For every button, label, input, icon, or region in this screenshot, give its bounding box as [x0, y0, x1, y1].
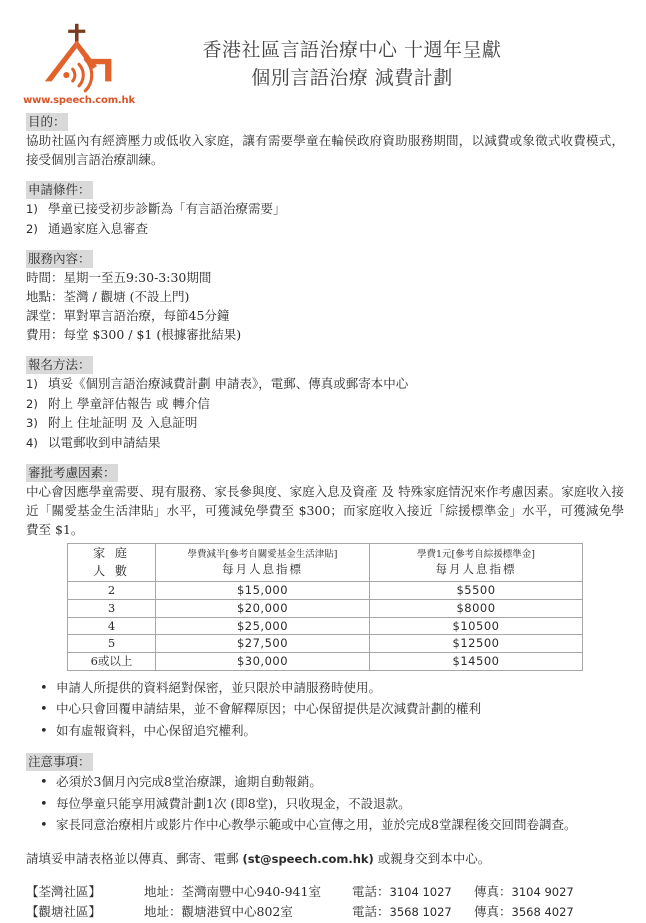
bullet-icon: •: [40, 723, 48, 739]
service-class: 課堂：單對單言語治療，每節45分鐘: [26, 308, 230, 324]
list-item: [26, 793, 624, 815]
item-text: 通過家庭入息審查: [48, 220, 149, 236]
purpose-body: 協助社區內有經濟壓力或低收入家庭，讓有需要學童在輪侯政府資助服務期間，以減費或象徵式收費模式，接受個別言語治療訓練。: [26, 133, 624, 168]
item-text: 附上 學童評估報告 或 轉介信: [48, 395, 210, 411]
section-service: [26, 249, 624, 344]
item-text: 家長同意治療相片或影片作中心教學示範或中心宣傳之用，並於完成8堂課程後交回問卷調查。: [56, 817, 577, 833]
section-heading-apply: 報名方法：: [26, 356, 93, 374]
section-notes: [26, 752, 624, 836]
branch-fax: 傳真：3104 9027: [474, 884, 574, 900]
bullet-icon: •: [40, 818, 48, 834]
table-row: [68, 582, 583, 600]
income-table-wrapper: [26, 543, 624, 670]
item-number: 2): [26, 221, 38, 236]
section-apply: [26, 355, 624, 452]
cell-family-size: 4: [68, 617, 156, 635]
branch-fax: 傳真：3568 4027: [474, 904, 574, 920]
column-header-half-fee: 學費減半[參考自關愛基金生活津貼] 每月人息指標: [156, 544, 370, 582]
section-heading-notes: 注意事項：: [26, 753, 93, 771]
contact-row: [26, 882, 624, 902]
cell-half-fee: $30,000: [156, 652, 370, 670]
item-text: 填妥《個別言語治療減費計劃 申請表》，電郵、傳真或郵寄本中心: [48, 376, 409, 392]
cell-one-dollar: $5500: [370, 582, 583, 600]
list-item: [26, 814, 624, 836]
title-line-2: 個別言語治療 減費計劃: [251, 67, 453, 89]
branch-address: 地址：觀塘港貿中心802室: [144, 904, 293, 920]
review-bullet-list: [26, 677, 624, 742]
section-review-criteria: [26, 463, 624, 741]
list-item: [26, 720, 624, 742]
column-header-family-size: 家 庭 人 數: [68, 544, 156, 582]
list-item: [26, 199, 624, 218]
cell-one-dollar: $10500: [370, 617, 583, 635]
section-heading-purpose: 目的：: [26, 113, 68, 131]
list-item: [26, 698, 624, 720]
list-item: [26, 433, 624, 452]
item-number: 1): [26, 377, 38, 392]
branch-telephone: 電話：3104 1027: [352, 884, 452, 900]
bullet-icon: •: [40, 796, 48, 812]
item-number: 3): [26, 416, 38, 431]
contact-email: (st@speech.com.hk): [242, 851, 374, 866]
list-item: [26, 771, 624, 793]
cell-family-size: 3: [68, 599, 156, 617]
table-row: [68, 617, 583, 635]
section-heading-service: 服務內容：: [26, 250, 93, 268]
list-item: [26, 394, 624, 413]
service-location: 地點：荃灣 / 觀塘 (不設上門): [26, 289, 190, 305]
document-header: [16, 0, 630, 112]
service-time: 時間：星期一至五9:30-3:30期間: [26, 270, 212, 286]
list-item: [26, 413, 624, 432]
item-text: 如有虛報資料，中心保留追究權利。: [56, 722, 257, 738]
cell-half-fee: $20,000: [156, 599, 370, 617]
cell-one-dollar: $8000: [370, 599, 583, 617]
eligibility-list: [26, 199, 624, 238]
cell-half-fee: $27,500: [156, 635, 370, 653]
branch-telephone: 電話：3568 1027: [352, 904, 452, 920]
service-detail-list: [26, 268, 624, 344]
church-house-soundwave-icon: [33, 22, 125, 94]
logo: [16, 22, 134, 106]
cell-half-fee: $15,000: [156, 582, 370, 600]
item-text: 申請人所提供的資料絕對保密，並只限於申請服務時使用。: [56, 679, 382, 695]
item-number: 1): [26, 202, 38, 217]
list-item: [26, 677, 624, 699]
section-eligibility: [26, 180, 624, 238]
submission-suffix: 或親身交到本中心。: [377, 850, 491, 866]
cell-half-fee: $25,000: [156, 617, 370, 635]
table-row: [68, 652, 583, 670]
section-heading-eligibility: 申請條件：: [26, 181, 93, 199]
income-threshold-table: [67, 543, 583, 670]
page-title: [134, 36, 630, 93]
item-text: 以電郵收到申請結果: [48, 434, 161, 450]
cell-one-dollar: $12500: [370, 635, 583, 653]
table-row: [68, 635, 583, 653]
submission-instruction: [26, 849, 624, 868]
item-text: 每位學童只能享用減費計劃1次 (即8堂)，只收現金，不設退款。: [56, 795, 411, 811]
contact-row: [26, 902, 624, 922]
item-text: 必須於3個月內完成8堂治療課，逾期自動報銷。: [56, 774, 322, 790]
notes-bullet-list: [26, 771, 624, 836]
cell-family-size: 5: [68, 635, 156, 653]
table-row: [68, 599, 583, 617]
item-number: 4): [26, 435, 38, 450]
review-body: 中心會因應學童需要、現有服務、家長參與度、家庭入息及資產 及 特殊家庭情況來作考慮因素。家庭收入接近「關愛基金生活津貼」水平，可獲減免學費至 $300；而家庭收入接近「綜援標準金」水平，可獲減免學費至 $1。: [26, 484, 624, 538]
cell-one-dollar: $14500: [370, 652, 583, 670]
bullet-icon: •: [40, 702, 48, 718]
section-heading-review: 審批考慮因素：: [26, 464, 118, 482]
section-purpose: [26, 112, 624, 169]
apply-list: [26, 374, 624, 452]
branch-name: 【荃灣社區】: [26, 884, 102, 900]
table-header-row: [68, 544, 583, 582]
branch-address: 地址：荃灣南豐中心940-941室: [144, 884, 321, 900]
column-header-one-dollar: 學費1元[參考自綜援標準金] 每月人息指標: [370, 544, 583, 582]
item-text: 學童已接受初步診斷為「有言語治療需要」: [48, 201, 286, 217]
title-line-1: 香港社區言語治療中心 十週年呈獻: [202, 38, 502, 61]
service-fee: 費用：每堂 $300 / $1 (根據審批結果): [26, 327, 242, 343]
item-text: 附上 住址証明 及 入息証明: [48, 415, 198, 431]
cell-family-size: 6或以上: [68, 652, 156, 670]
bullet-icon: •: [40, 680, 48, 696]
item-number: 2): [26, 396, 38, 411]
logo-url-text: www.speech.com.hk: [23, 95, 135, 106]
list-item: [26, 219, 624, 238]
bullet-icon: •: [40, 775, 48, 791]
submission-prefix: 請填妥申請表格並以傳真、郵寄、電郵: [26, 850, 239, 866]
branch-name: 【觀塘社區】: [26, 904, 102, 920]
branch-contacts: [26, 882, 624, 923]
document-content: [16, 112, 630, 923]
item-text: 中心只會回覆申請結果，並不會解釋原因；中心保留提供是次減費計劃的權利: [56, 701, 482, 717]
list-item: [26, 374, 624, 393]
cell-family-size: 2: [68, 582, 156, 600]
